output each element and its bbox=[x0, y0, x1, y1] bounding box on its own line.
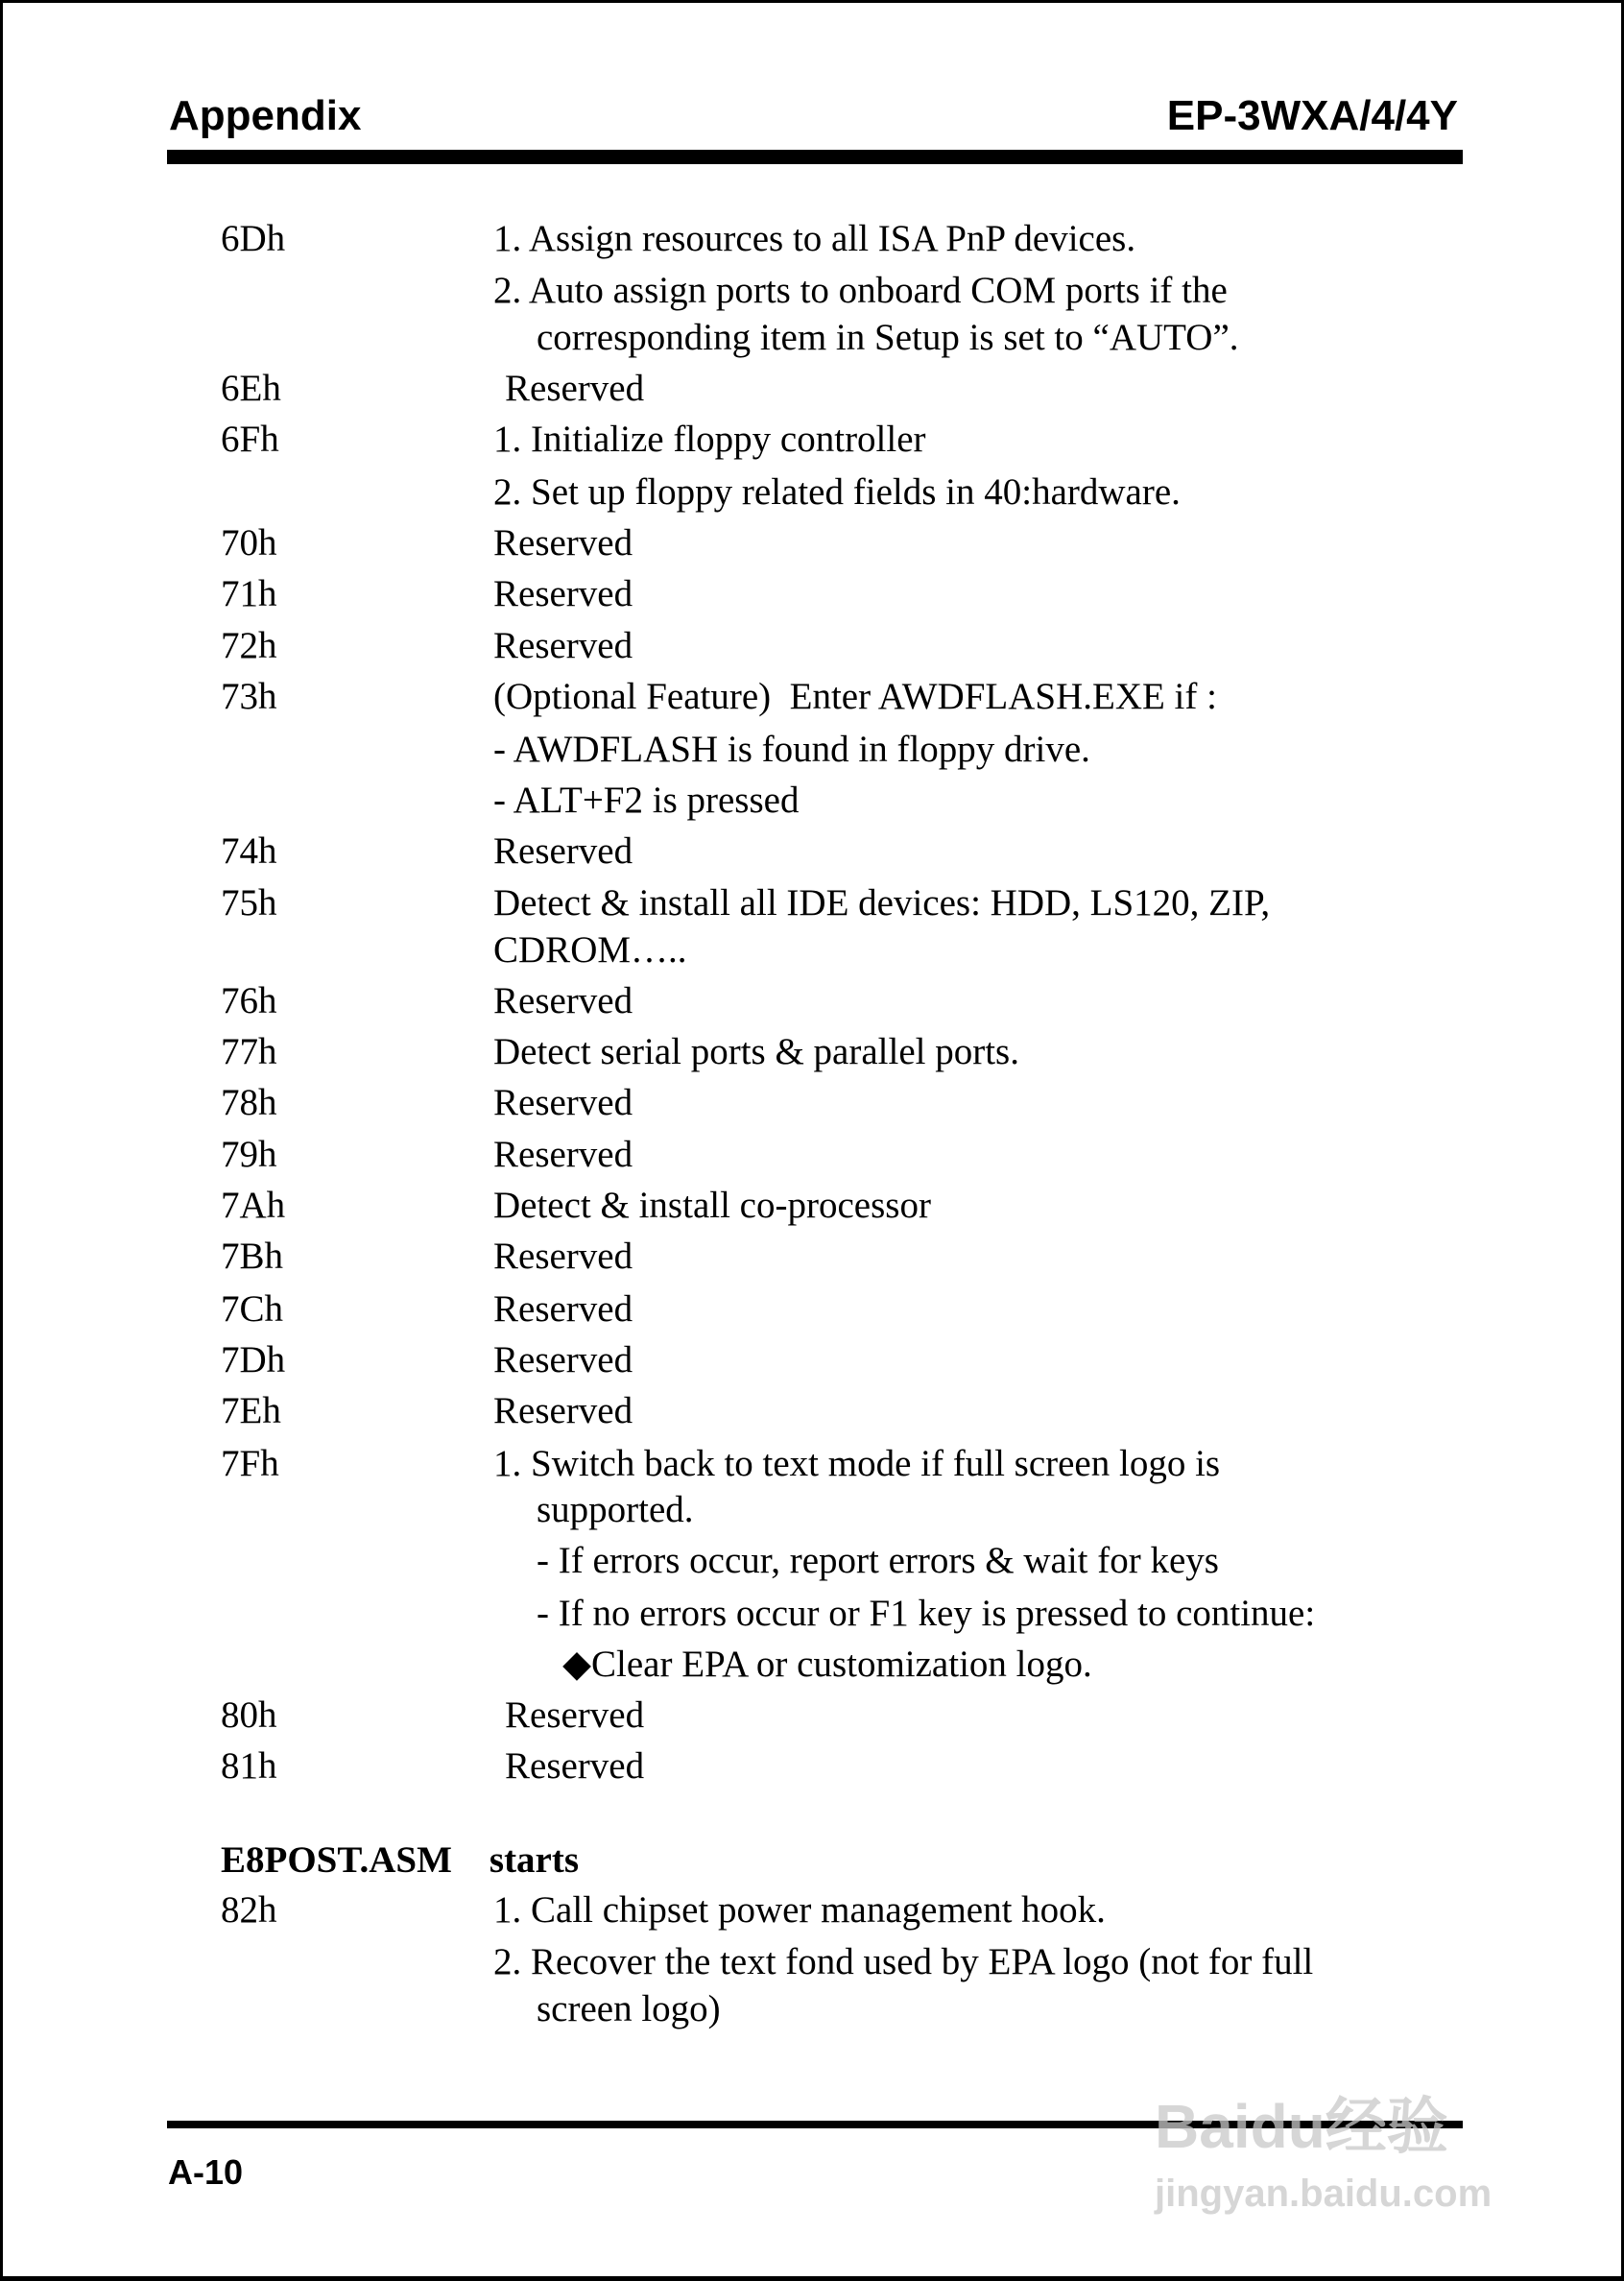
post-code: 75h bbox=[221, 882, 277, 924]
post-code-description: Reserved bbox=[505, 368, 645, 409]
post-code: 7Dh bbox=[221, 1339, 286, 1381]
post-code-description: CDROM….. bbox=[493, 929, 687, 971]
post-code: 82h bbox=[221, 1889, 277, 1931]
post-code-description: screen logo) bbox=[537, 1988, 721, 2029]
post-code-description: Reserved bbox=[505, 1694, 645, 1736]
post-code-description: 2. Recover the text fond used by EPA logo (not for full bbox=[493, 1941, 1314, 1982]
post-code-description: - ALT+F2 is pressed bbox=[493, 780, 800, 821]
post-code-description: Reserved bbox=[493, 522, 633, 564]
post-code: 73h bbox=[221, 676, 277, 717]
post-code-description: Detect serial ports & parallel ports. bbox=[493, 1031, 1019, 1072]
post-code: 6Eh bbox=[221, 368, 281, 409]
watermark-url: jingyan.baidu.com bbox=[1155, 2173, 1493, 2215]
section-heading: E8POST.ASM starts bbox=[221, 1839, 580, 1881]
post-code: 74h bbox=[221, 830, 277, 872]
post-code-description: Detect & install co-processor bbox=[493, 1185, 931, 1226]
header-model-name: EP-3WXA/4/4Y bbox=[1166, 92, 1458, 139]
post-code-description: (Optional Feature) Enter AWDFLASH.EXE if : bbox=[493, 676, 1217, 717]
post-code: 6Dh bbox=[221, 218, 286, 259]
post-code-description: Reserved bbox=[493, 830, 633, 872]
post-code-description: Reserved bbox=[505, 1745, 645, 1787]
post-code: 72h bbox=[221, 625, 277, 666]
post-code: 7Fh bbox=[221, 1443, 279, 1484]
post-code-description: - If no errors occur or F1 key is pressed to continue: bbox=[537, 1593, 1316, 1634]
post-code: 7Ch bbox=[221, 1288, 284, 1330]
post-code-description: 1. Assign resources to all ISA PnP devices. bbox=[493, 218, 1136, 259]
post-code-description: Reserved bbox=[493, 1339, 633, 1381]
post-code: 71h bbox=[221, 573, 277, 614]
post-code: 7Ah bbox=[221, 1185, 286, 1226]
post-code-description: ◆Clear EPA or customization logo. bbox=[562, 1644, 1092, 1685]
post-code: 80h bbox=[221, 1694, 277, 1736]
post-code-description: 1. Call chipset power management hook. bbox=[493, 1889, 1106, 1931]
header-rule bbox=[167, 150, 1463, 164]
post-code: 77h bbox=[221, 1031, 277, 1072]
page-number: A-10 bbox=[168, 2152, 244, 2192]
post-code: 70h bbox=[221, 522, 277, 564]
post-code-description: Reserved bbox=[493, 1134, 633, 1175]
post-code-description: 1. Initialize floppy controller bbox=[493, 419, 926, 460]
post-code-description: Reserved bbox=[493, 980, 633, 1021]
post-code: 7Bh bbox=[221, 1236, 284, 1277]
post-code-description: Reserved bbox=[493, 1288, 633, 1330]
post-code-description: Detect & install all IDE devices: HDD, LS120, ZIP, bbox=[493, 882, 1271, 924]
post-code-description: 1. Switch back to text mode if full screen logo is bbox=[493, 1443, 1221, 1484]
post-code-description: - AWDFLASH is found in floppy drive. bbox=[493, 729, 1090, 770]
post-code-description: corresponding item in Setup is set to “AUTO”. bbox=[537, 317, 1239, 358]
post-code: 6Fh bbox=[221, 419, 279, 460]
post-code: 76h bbox=[221, 980, 277, 1021]
post-code: 7Eh bbox=[221, 1390, 281, 1431]
post-code-description: 2. Auto assign ports to onboard COM ports if the bbox=[493, 270, 1228, 311]
post-code-description: Reserved bbox=[493, 625, 633, 666]
post-code-description: supported. bbox=[537, 1489, 694, 1530]
post-code: 78h bbox=[221, 1082, 277, 1123]
post-code-description: Reserved bbox=[493, 1082, 633, 1123]
post-code: 81h bbox=[221, 1745, 277, 1787]
post-code-description: Reserved bbox=[493, 1390, 633, 1431]
header-section-title: Appendix bbox=[169, 92, 362, 139]
post-code-description: 2. Set up floppy related fields in 40:hardware. bbox=[493, 471, 1181, 513]
post-code-description: - If errors occur, report errors & wait for keys bbox=[537, 1540, 1219, 1581]
post-code: 79h bbox=[221, 1134, 277, 1175]
watermark-logo: Baidu经验 bbox=[1155, 2092, 1448, 2161]
post-code-description: Reserved bbox=[493, 573, 633, 614]
post-code-description: Reserved bbox=[493, 1236, 633, 1277]
